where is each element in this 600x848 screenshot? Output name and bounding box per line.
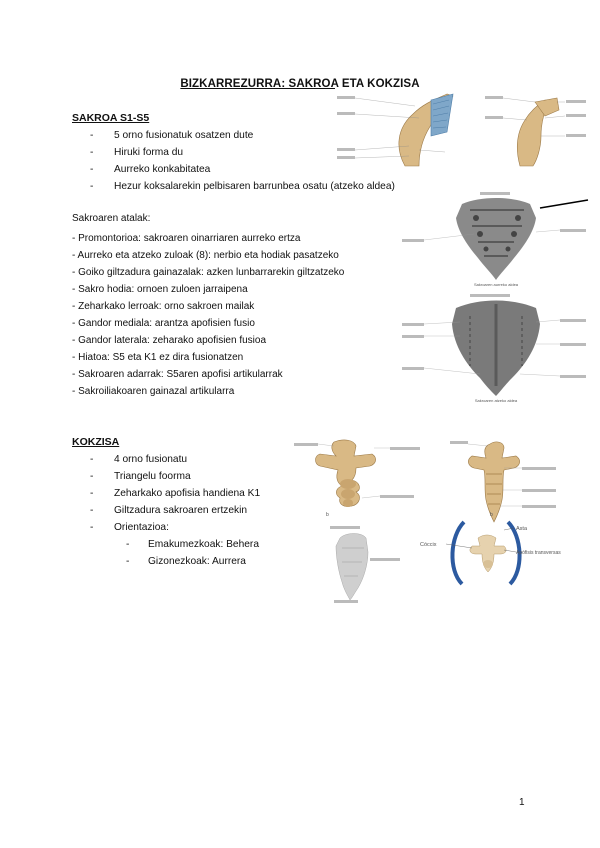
- coccyx-illustration-a: [294, 440, 420, 518]
- list-item: - Hiatoa: S5 eta K1 ez dira fusionatzen: [72, 352, 244, 363]
- page-number: 1: [519, 797, 525, 808]
- spine-left-illustration: [337, 94, 453, 166]
- sacrum-heading: SAKROA S1-S5: [72, 112, 150, 124]
- coccyx-label-apofisis: Apófisis transversas: [516, 550, 561, 556]
- list-item: - Aurreko eta atzeko zuloak (8): nerbio eta hodiak pasatzeko: [72, 250, 339, 261]
- list-item: - Triangelu foorma: [90, 468, 260, 485]
- coccyx-label-b-left: b: [326, 512, 329, 518]
- sacrum-posterior-photo: [402, 294, 586, 403]
- list-item: - Sakroaren adarrak: S5aren apofisi artikularrak: [72, 369, 283, 380]
- coccyx-label-cocea: Cóccix: [420, 542, 437, 548]
- list-item: - Orientazioa:: [90, 519, 260, 536]
- coccyx-figure: [290, 434, 590, 606]
- spine-lateral-figure: [335, 88, 590, 170]
- sacrum-parts-intro: Sakroaren atalak:: [72, 213, 151, 224]
- sacrum-anterior-caption: Sakroaren aurreko aldea: [473, 282, 519, 287]
- coccyx-illustration-b: [450, 441, 556, 522]
- list-item: - Sakro hodia: ornoen zuloen jarraipena: [72, 284, 248, 295]
- coccyx-orientation-list: [126, 536, 259, 570]
- coccyx-heading: KOKZISA: [72, 436, 120, 448]
- list-item: - Giltzadura sakroaren ertzekin: [90, 502, 260, 519]
- list-item: - 4 orno fusionatu: [90, 451, 260, 468]
- list-item: - Zeharkako apofisia handiena K1: [90, 485, 260, 502]
- coccyx-label-b-right: b: [490, 512, 493, 518]
- coccyx-bullet-list: [90, 451, 260, 536]
- left-parenthesis: [452, 522, 464, 584]
- sacrum-anterior-photo: [402, 192, 588, 287]
- list-item: - Gizonezkoak: Aurrera: [126, 553, 259, 570]
- coccyx-xray-illustration: [330, 526, 400, 603]
- list-item: - Emakumezkoak: Behera: [126, 536, 259, 553]
- list-item: - Hezur koksalarekin pelbisaren barrunbea osatu (atzeko aldea): [90, 178, 395, 195]
- list-item: - Gandor mediala: arantza apofisien fusio: [72, 318, 255, 329]
- list-item: - Zeharkako lerroak: orno sakroen mailak: [72, 301, 255, 312]
- list-item: - 5 orno fusionatuk osatzen dute: [90, 127, 395, 144]
- list-item: - Sakroiliakoaren gainazal artikularra: [72, 386, 235, 397]
- list-item: - Goiko giltzadura gainazalak: azken lunbarrarekin giltzatzeko: [72, 267, 345, 278]
- sacrum-photo-figure: [400, 186, 590, 404]
- list-item: - Hiruki forma du: [90, 144, 395, 161]
- spine-right-illustration: [485, 96, 586, 166]
- list-item: - Promontorioa: sakroaren oinarriaren aurreko ertza: [72, 233, 301, 244]
- page-title: BIZKARREZURRA: SAKROA ETA KOKZISA: [180, 78, 420, 90]
- coccyx-label-asta: Asta: [516, 526, 528, 532]
- list-item: - Gandor laterala: zeharako apofisien fusioa: [72, 335, 267, 346]
- sacrum-parts-list: [72, 230, 344, 400]
- sacrum-posterior-caption: Sakroaren atzeko aldea: [474, 398, 518, 403]
- list-item: - Aurreko konkabitatea: [90, 161, 395, 178]
- coccyx-orientation-illustration: [420, 522, 561, 584]
